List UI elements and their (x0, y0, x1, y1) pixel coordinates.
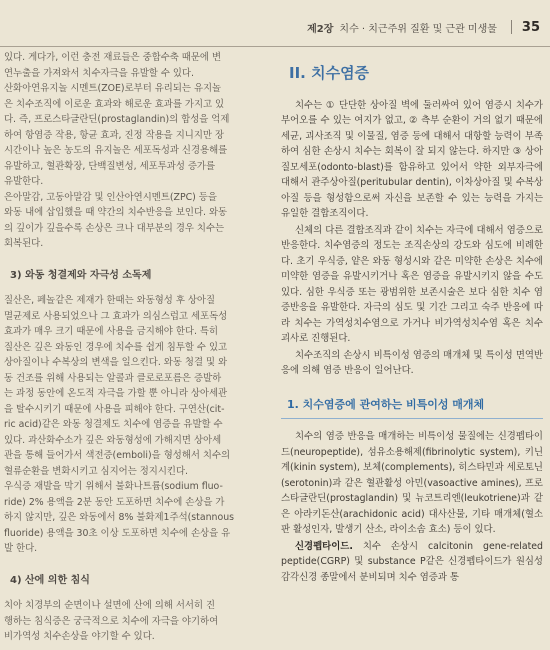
text-line: 있다. 게다가, 이런 충전 재료들은 중합수축 때문에 변 (4, 52, 222, 63)
header-divider (511, 20, 512, 34)
text-line: 하여 항염증 작용, 항균 효과, 진정 작용을 지니지만 장 (4, 129, 224, 141)
chapter-label: 제2장 (307, 23, 334, 35)
section-heading-4: 4) 산에 의한 침식 (10, 574, 90, 586)
text-line: 의 깊이가 깊을수록 손상은 크나 대부분의 경우 치수는 (4, 222, 225, 234)
term-neuropeptide: 신경펩타이드. (295, 540, 353, 552)
text-line: 관을 통해 들어가서 색전증(emboli)을 형성해서 치수의 (4, 450, 231, 461)
section-heading-3: 3) 와동 청결제와 자극성 소독제 (10, 269, 152, 281)
text-line: 질산은, 페놀같은 제재가 한때는 와동형성 후 상아질 (4, 295, 216, 306)
text-line: 하지 않지만, 깊은 와동에서 8% 불화제1주석(stannous (4, 512, 235, 523)
page-number: 35 (521, 19, 540, 35)
text-line: 행하는 침식증은 궁극적으로 치수에 자극을 야기하여 (4, 615, 219, 627)
text-line: 효과가 매우 크기 때문에 사용을 금지해야 한다. 특히 (4, 326, 219, 337)
paragraph-text: 치수 손상시 calcitonin gene-related peptide(CGRP) 및 substance P같은 신경펩타이드가 원심성 감각신경 종말에서 분비되며 치수 염증과 통 (281, 540, 543, 583)
text-line: 을 탈수시키기 때문에 사용을 피해야 한다. 구연산(cit- (4, 403, 225, 415)
text-line: ric acid)같은 와동 청결제도 치수에 염증을 유발할 수 (4, 419, 223, 430)
text-line: 다. 즉, 프로스타글란딘(prostaglandin)의 합성을 억제 (4, 114, 230, 125)
right-paragraph-1: 치수는 ① 단단한 상아질 벽에 둘러싸여 있어 염증시 치수가 부어오를 수 있는 여지가 없고, ② 측부 순환이 거의 없기 때문에 세균, 괴사조직 및 이물질, 염증 등에 대해서 대항할 능력이 부족하여 심한 손상시 치수는 회복이 잘 되지 않는다. 하지만 ③ 상아질모세포(odonto-blast)를 함유하고 있어서 약한 외부자극에 대해서 관주상아질(peritubular dentin), 이차상아질 및 수복상아질 등을 형성함으로써 자신을 보존할 수 있는 능력을 가지는 유일한 결합조직이다. (281, 99, 543, 219)
right-paragraph-3: 치수조직의 손상시 비특이성 염증의 매개체 및 특이성 면역반응에 의해 염증 반응이 일어난다. (281, 349, 543, 376)
header-rule (0, 46, 550, 47)
subsection-rule (281, 418, 543, 419)
text-line: 멸균제로 사용되었으나 그 효과가 의심스럽고 세포독성 (4, 310, 228, 322)
text-line: 유발하고, 혈관확장, 단백질변성, 세포투과성 증가를 (4, 160, 216, 172)
right-paragraph-2: 신체의 다른 결합조직과 같이 치수는 자극에 대해서 염증으로 반응한다. 치수염증의 정도는 조직손상의 강도와 심도에 비례한다. 초기 우식증, 얕은 와동 형성시와 같은 미약한 손상은 치수에 미약한 염증을 유발시키거나 혹은 염증을 유발시키지 않을 수도 있다. 심한 우식증 또는 광범위한 보존시술은 보다 심한 치수 염증반응을 유발한다. 자극의 심도 및 기간 그리고 숙주 반응에 따라 치수는 가역성치수염으로 가거나 비가역성치수염 혹은 치수괴사로 진행된다. (281, 224, 543, 344)
subsection-title: 1. 치수염증에 관여하는 비특이성 매개체 (287, 397, 485, 411)
left-column (0, 50, 252, 645)
text-line: 와동 내에 삽입했을 때 약간의 치수반응을 보인다. 와동 (4, 207, 228, 218)
left-paragraph-3 (4, 598, 246, 645)
text-line: 은아말감, 고동아말감 및 인산아연시멘트(ZPC) 등을 (4, 191, 217, 203)
right-paragraph-5 (281, 539, 543, 586)
right-column (281, 50, 543, 585)
text-line: 시간이나 높은 농도의 유지놀은 세포독성과 신경용해를 (4, 145, 228, 156)
text-line: 회복된다. (4, 238, 44, 249)
text-line: 발 한다. (4, 543, 38, 554)
left-paragraph-2 (4, 293, 246, 557)
text-line: 연누출을 가져와서 치수자극을 유발할 수 있다. (4, 67, 194, 79)
text-line: 동 건조를 위해 사용되는 알콜과 클로로포름은 증발하 (4, 372, 222, 384)
running-header (190, 14, 540, 40)
right-paragraph-4: 치수의 염증 반응을 매개하는 비특이성 물질에는 신경펩타이드(neuropeptide), 섬유소용해제(fibrinolytic system), 키닌계(kinin system), 보체(complements), 히스타민과 세로토닌(serotonin)과 같은 혈관활성 아민(vasoactive amines), 프로스타글란딘(prostaglandin) 및 뉴코트리엔(leukotriene)과 같은 아라키돈산(arachidonic acid) 대사산물, 기타 매개체(혈소판 활성인자, 발생기 산소, 라이소솜 효소) 등이 있다. (281, 431, 543, 535)
text-line: 혈류순환을 변화시키고 심지어는 정지시킨다. (4, 465, 188, 477)
chapter-title: 치수 · 치근주위 질환 및 근관 미생물 (339, 23, 497, 35)
text-line: 질산은 깊은 와동인 경우에 치수를 쉽게 침투할 수 있고 (4, 341, 228, 353)
text-line: ride) 2% 용액을 2분 동안 도포하면 치수에 손상을 가 (4, 496, 225, 508)
text-line: 비가역성 치수손상을 야기할 수 있다. (4, 631, 155, 642)
section-title: II. 치수염증 (289, 64, 370, 82)
text-line: 있다. 과산화수소가 깊은 와동형성에 가해지면 상아세 (4, 434, 222, 446)
text-line: 산화아연유지놀 시멘트(ZOE)로부터 유리되는 유지놀 (4, 83, 222, 94)
left-paragraph-1 (4, 50, 246, 252)
text-line: 우식증 재발을 막기 위해서 불화나트륨(sodium fluo- (4, 481, 223, 492)
text-line: 치아 치경부의 순면이나 설면에 산에 의해 서서히 진 (4, 600, 216, 611)
text-line: 은 치수조직에 이로운 효과와 해로운 효과를 가지고 있 (4, 98, 225, 110)
text-line: 상아질이나 수복상의 변색을 일으킨다. 와동 청결 및 와 (4, 357, 228, 368)
text-line: 는 과정 동안에 온도적 자극을 가할 뿐 아니라 상아세관 (4, 388, 228, 399)
text-line: fluoride) 용액을 30초 이상 도포하면 치수에 손상을 유 (4, 527, 231, 539)
text-line: 유발한다. (4, 176, 44, 187)
